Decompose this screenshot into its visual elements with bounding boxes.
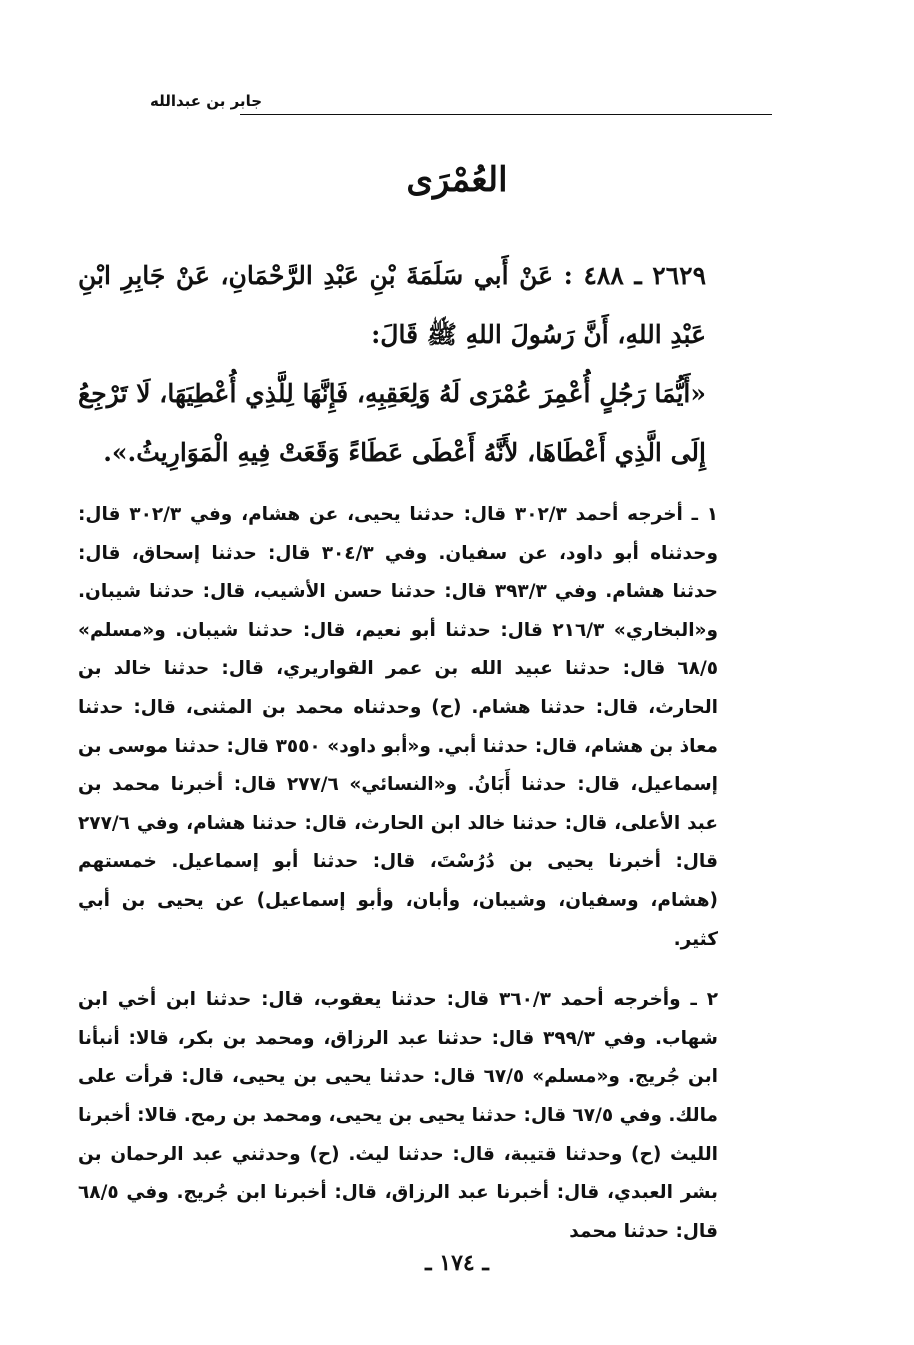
takhrij-notes	[78, 496, 718, 1251]
takhrij-paragraph: ٢ ـ وأخرجه أحمد ٣٦٠/٣ قال: حدثنا يعقوب، قال: حدثنا ابن أخي ابن شهاب. وفي ٣٩٩/٣ قال: حدثنا عبد الرزاق، ومحمد بن بكر، قالا: أنبأنا ابن جُريج. و«مسلم» ٦٧/٥ قال: حدثنا يحيى بن يحيى، قال: قرأت على مالك. وفي ٦٧/٥ قال: حدثنا يحيى بن يحيى، ومحمد بن رمح. قالا: أخبرنا الليث (ح) وحدثنا قتيبة، قال: حدثنا ليث. (ح) وحدثني عبد الرحمان بن بشر العبدي، قال: أخبرنا عبد الرزاق، قال: أخبرنا ابن جُريج. وفي ٦٨/٥ قال: حدثنا محمد	[78, 989, 718, 1242]
chapter-title: العُمْرَى	[406, 160, 508, 200]
running-header	[150, 92, 772, 116]
hadith-text	[78, 246, 706, 482]
running-title: جابر بن عبدالله	[150, 92, 263, 110]
hadith-matn: «أَيُّمَا رَجُلٍ أُعْمِرَ عُمْرَى لَهُ وَلِعَقِبِهِ، فَإِنَّهَا لِلَّذِي أُعْطِيَهَا، لَا تَرْجِعُ إِلَى الَّذِي أَعْطَاهَا، لأَنَّهُ أَعْطَى عَطَاءً وَقَعَتْ فِيهِ الْمَوَارِيثُ.».	[78, 379, 706, 467]
header-rule	[240, 114, 772, 115]
page-number: ـ ١٧٤ ـ	[425, 1250, 489, 1276]
takhrij-paragraph: ١ ـ أخرجه أحمد ٣٠٢/٣ قال: حدثنا يحيى، عن هشام، وفي ٣٠٢/٣ قال: وحدثناه أبو داود، عن سفيان. وفي ٣٠٤/٣ قال: حدثنا إسحاق، قال: حدثنا هشام. وفي ٣٩٣/٣ قال: حدثنا حسن الأشيب، قال: حدثنا شيبان. و«البخاري» ٢١٦/٣ قال: حدثنا أبو نعيم، قال: حدثنا شيبان. و«مسلم» ٦٨/٥ قال: حدثنا عبيد الله بن عمر القواريري، قال: حدثنا خالد بن الحارث، قال: حدثنا هشام. (ح) وحدثناه محمد بن المثنى، قال: حدثنا معاذ بن هشام، قال: حدثنا أبي. و«أبو داود» ٣٥٥٠ قال: حدثنا موسى بن إسماعيل، قال: حدثنا أَبَانُ. و«النسائي» ٢٧٧/٦ قال: أخبرنا محمد بن عبد الأعلى، قال: حدثنا خالد ابن الحارث، قال: حدثنا هشام، وفي ٢٧٧/٦ قال: أخبرنا يحيى بن دُرُسْتَ، قال: حدثنا أبو إسماعيل. خمستهم (هشام، وسفيان، وشيبان، وأبان، وأبو إسماعيل) عن يحيى بن أبي كثير.	[78, 504, 719, 950]
hadith-isnad: ٢٦٢٩ ـ ٤٨٨ : عَنْ أَبي سَلَمَةَ بْنِ عَبْدِ الرَّحْمَانِ، عَنْ جَابِرِ ابْنِ عَبْدِ اللهِ، أَنَّ رَسُولَ اللهِ ﷺ قَالَ:	[78, 261, 707, 349]
